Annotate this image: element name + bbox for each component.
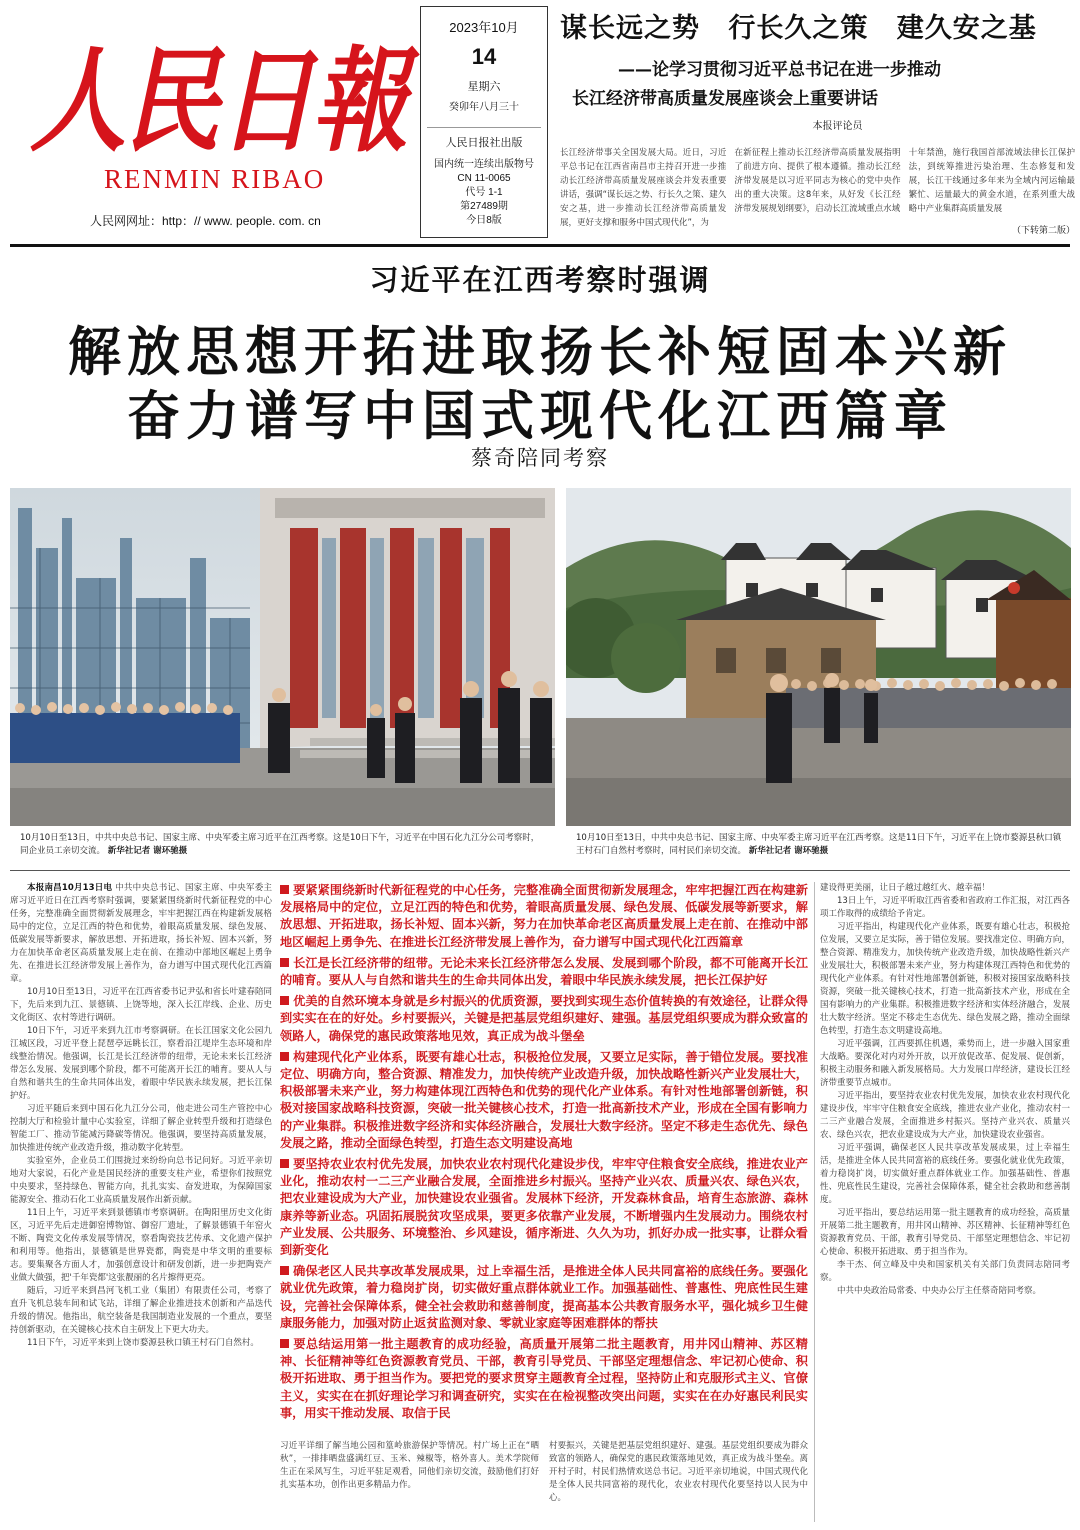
article-column-right	[820, 882, 1070, 1524]
key-point	[280, 882, 808, 951]
editorial-column: 长江经济带事关全国发展大局。近日，习近平总书记在江西省南昌市主持召开进一步推动长江经济带高质量发展座谈会并发表重要讲话，强调“谋长远之势、行长久之策、建久安之基，进一步推动长江经济带高质量发展，更好支撑和服务中国式现代化”，为	[560, 148, 727, 228]
square-bullet-icon	[280, 958, 289, 967]
square-bullet-icon	[280, 1159, 289, 1168]
paragraph-text: 中共中央总书记、国家主席、中央军委主席习近平近日在江西考察时强调，要紧紧围绕新时代新征程党的中心任务，完整准确全面贯彻新发展理念，牢牢把握江西在构建新发展格局中的定位，立足江西的特色和优势，着眼高质量发展、绿色发展、低碳发展等新要求，解放思想、开拓进取，扬长补短、固本兴新，努力在加快革命老区高质量发展上走在前、在推动中部地区崛起上勇争先、在推进长江经济带发展上善作为，奋力谱写中国式现代化江西篇章。	[10, 883, 272, 984]
square-bullet-icon	[280, 1339, 289, 1348]
editorial-subtitle-1: ——论学习贯彻习近平总书记在进一步推动	[618, 60, 941, 80]
article-paragraph: 中共中央政治局常委、中央办公厅主任蔡奇陪同考察。	[837, 1286, 1042, 1296]
year-month: 2023年10月	[449, 20, 519, 35]
photo-refinery[interactable]	[10, 488, 555, 826]
date-box	[420, 6, 548, 238]
caption-text: 10月10日至13日，中共中央总书记、国家主席、中央军委主席习近平在江西考察。这是10日下午，习近平在中国石化九江分公司考察时，同企业员工亲切交流。	[20, 833, 540, 856]
main-headline-line-1[interactable]: 解放思想开拓进取扬长补短固本兴新	[68, 322, 1012, 383]
website-url[interactable]: 人民网网址：http：// www. people. com. cn	[90, 214, 321, 228]
article-paragraph: 习近平强调，确保老区人民共享改革发展成果，过上幸福生活，是推进全体人民共同富裕的底线任务。要强化就业优先政策，着力稳岗扩岗，切实做好重点群体就业工作。加强基础性、普惠性、兜底性民生建设，完善社会保障体系，健全社会救助和慈善制度。	[820, 1143, 1070, 1205]
article-paragraph: 实验室外，企业员工们围拢过来纷纷向总书记问好。习近平亲切地对大家说，石化产业是国民经济的重要支柱产业，希望你们按照党中央要求，坚持绿色、智能方向，扎扎实实、奋发进取，为保障国家能源安全、推动石化工业高质量发展作出新贡献。	[10, 1156, 272, 1205]
issue-number: 第27489期	[460, 201, 508, 212]
photo-credit: 新华社记者 谢环驰摄	[107, 846, 188, 856]
key-point-text: 要坚持农业农村优先发展，加快农业农村现代化建设步伐，牢牢守住粮食安全底线，推进农业产业化，推动农村一二三产业融合发展，全面推进乡村振兴。坚持产业兴农、质量兴农、绿色兴农，把农业建设成为大产业，加快建设农业强省。发展林下经济，开发森林食品，培育生态旅游、森林康养等新业态。巩固拓展脱贫攻坚成果，要更多依靠产业发展，不断增强内生发展动力。围绕农村产业发展、公共服务、环境整治、乡风建设，循序渐进、久久为功，抓好办成一批实事，让群众看到新变化	[280, 1157, 808, 1258]
logo-chinese: 人民日報	[30, 34, 406, 168]
article-paragraph	[10, 882, 272, 986]
article-paragraph: 建设得更美丽，让日子越过越红火、越幸福！	[820, 883, 991, 893]
key-point	[280, 1049, 808, 1152]
key-point-text: 长江是长江经济带的纽带。无论未来长江经济带怎么发展、发展到哪个阶段，都不可能离开长江的哺育。要从人与自然和谐共生的生命共同体出发，着眼中华民族永续发展，把长江保护好	[280, 955, 808, 988]
article-paragraph: 11日上午，习近平来到景德镇市考察调研。在陶阳里历史文化街区，习近平先后走进御窑博物馆、御窑厂遗址，了解景德镇千年窑火不断、陶瓷文化传承发展等情况，察看陶瓷技艺传承、文化遗产保护和利用等。他指出，景德镇是世界瓷都，陶瓷是中华文明的重要标志。要集聚各方面人才，加强创意设计和研发创新，进一步把陶瓷产业做大做强，把'千年瓷都'这张靓丽的名片擦得更亮。	[10, 1208, 272, 1283]
photo-rule	[10, 870, 1070, 871]
masthead-rule	[10, 244, 1070, 247]
logo-english: RENMIN RIBAO	[104, 164, 326, 194]
key-point	[280, 1156, 808, 1259]
postal-code: 代号 1-1	[465, 187, 503, 198]
key-point	[280, 1336, 808, 1422]
editorial-column-text: 十年禁渔，施行我国首部流域法律长江保护法，到统筹推进污染治理、生态修复和发展，长江干线通过多年来为全域内河运输最繁忙、运量最大的黄金水道，在系列重大战略中产业集群高质量发展	[908, 148, 1075, 214]
article-bottom-columns	[280, 1440, 808, 1526]
article-paragraph: 随后，习近平来到昌河飞机工业（集团）有限责任公司，考察了直升飞机总装车间和试飞站，详细了解企业推进技术创新和产品迭代升级的情况。他指出，航空装备是我国制造业发展的一个重点，要坚持创新驱动，在关键核心技术自主研发上下更大功夫。	[10, 1286, 272, 1335]
article-paragraph: 10日下午，习近平来到九江市考察调研。在长江国家文化公园九江城区段，习近平登上琵琶亭远眺长江，察看沿江堤岸生态环境和岸线整治情况。他强调，长江是长江经济带的纽带，无论未来长江经济带怎么发展、发展到哪个阶段，都不可能离开长江的哺育。要从人与自然和谐共生的生命共同体出发，着眼中华民族永续发展，把长江保护好。	[10, 1026, 272, 1101]
article-paragraph: 习近平随后来到中国石化九江分公司，他走进公司生产管控中心控制大厅和检验计量中心实验室，详细了解企业转型升级和打造绿色智能工厂、推动节能减污降碳等情况。他强调，要坚持高质量发展，加快推进传统产业改造升级，推动数字化转型。	[10, 1104, 272, 1153]
square-bullet-icon	[280, 996, 289, 1005]
issn-label: 国内统一连续出版物号	[434, 159, 534, 170]
key-point-text: 构建现代化产业体系，既要有雄心壮志，积极抢位发展，又要立足实际，善于错位发展。要找准定位、明确方向，整合资源、精准发力，加快传统产业改造升级，加快战略性新兴产业发展壮大，积极部署未来产业，努力构建体现江西特色和优势的现代化产业体系。有针对性地部署创新链，积极对接国家战略科技资源，突破一批关键核心技术，打造一批高新技术产业，形成在全国有影响力的产业集群。积极推进数字经济和实体经济融合，发展壮大数字经济。坚定不移走生态优先、绿色发展之路，推动全面绿色转型，打造生态文明建设高地	[280, 1049, 808, 1150]
article-paragraph: 13日上午，习近平听取江西省委和省政府工作汇报，对江西各项工作取得的成绩给予肯定。	[820, 896, 1070, 919]
article-column-left	[10, 882, 272, 1524]
key-point-text: 要总结运用第一批主题教育的成功经验，高质量开展第二批主题教育，用井冈山精神、苏区精神、长征精神等红色资源教育党员、干部，教育引导党员、干部坚定理想信念、牢记初心使命、积极开拓进取、勇于担当作为。要把党的要求贯穿主题教育全过程，坚持防止和克服形式主义、官僚主义，实实在在抓好理论学习和调查研究，实实在在检视整改突出问题，实实在在办好惠民利民实事，用实干推动发展、取信于民	[280, 1337, 808, 1420]
article-column: 村要振兴，关键是把基层党组织建好、建强。基层党组织要成为群众致富的领路人，确保党的惠民政策落地见效，真正成为战斗堡垒。离开村子时，村民们热情欢送总书记。习近平亲切地说，中国式现代化是全体人民共同富裕的现代化，农业农村现代化要坚持以人民为中心。	[549, 1441, 808, 1503]
key-point	[280, 1263, 808, 1332]
publisher: 人民日报社出版	[427, 127, 541, 150]
editorial-column: 在新征程上推动长江经济带高质量发展指明了前进方向、提供了根本遵循。推动长江经济带发展是以习近平同志为核心的党中央作出的重大决策。这8年来，从好发《长江经济带发展规划纲要》，启动长江流域重点水域	[734, 148, 901, 214]
square-bullet-icon	[280, 885, 289, 894]
caption-text: 10月10日至13日，中共中央总书记、国家主席、中央军委主席习近平在江西考察。这是11日下午，习近平在上饶市婺源县秋口镇王村石门自然村考察时，同村民们亲切交流。	[576, 833, 1062, 856]
day-number: 14	[471, 44, 497, 69]
editorial-column-last	[909, 146, 1075, 238]
key-point-text: 确保老区人民共享改革发展成果，过上幸福生活，是推进全体人民共同富裕的底线任务。要强化就业优先政策，着力稳岗扩岗，切实做好重点群体就业工作。加强基础性、普惠性、兜底性民生建设，完善社会保障体系，健全社会救助和慈善制度，提高基本公共教育服务水平，强化城乡卫生健康服务能力，加强对防止返贫监测对象、零就业家庭等困难群体的帮扶	[280, 1264, 808, 1330]
key-point-text: 要紧紧围绕新时代新征程党的中心任务，完整准确全面贯彻新发展理念，牢牢把握江西在构建新发展格局中的定位，立足江西的特色和优势，着眼高质量发展、绿色发展、低碳发展等新要求，解放思想、开拓进取，扬长补短、固本兴新，努力在加快革命老区高质量发展上走在前、在推动中部地区崛起上勇争先、在推进长江经济带发展上善作为，奋力谱写中国式现代化江西篇章	[280, 883, 808, 949]
article-paragraph: 习近平指出，要总结运用第一批主题教育的成功经验，高质量开展第二批主题教育，用井冈山精神、苏区精神、长征精神等红色资源教育党员、干部，教育引导党员、干部坚定理想信念、牢记初心使命、积极开拓进取、勇于担当作为。	[820, 1208, 1070, 1257]
key-point	[280, 955, 808, 989]
square-bullet-icon	[280, 1266, 289, 1275]
editorial-byline: 本报评论员	[812, 121, 863, 132]
article-paragraph: 习近平指出，构建现代化产业体系，既要有雄心壮志，积极抢位发展，又要立足实际，善于错位发展。要找准定位、明确方向，整合资源、精准发力，加快传统产业改造升级，加快战略性新兴产业发展壮大，积极部署未来产业，努力构建体现江西特色和优势的现代化产业体系。有针对性地部署创新链，积极对接国家战略科技资源，突破一批关键核心技术，打造一批高新技术产业，形成在全国有影响力的产业集群。积极推进数字经济和实体经济融合，发展壮大数字经济。坚定不移走生态优先、绿色发展之路，推动全面绿色转型，打造生态文明建设高地。	[820, 922, 1070, 1036]
article-paragraph: 习近平指出，要坚持农业农村优先发展，加快农业农村现代化建设步伐，牢牢守住粮食安全底线，推进农业产业化，推动农村一二三产业融合发展，全面推进乡村振兴。坚持产业兴农、质量兴农、绿色兴农，把农业建设成为大产业，加快建设农业强省。	[820, 1091, 1070, 1140]
key-point	[280, 993, 808, 1045]
page-count: 今日8版	[466, 215, 502, 226]
weekday: 星期六	[467, 81, 501, 93]
column-divider	[814, 882, 815, 1522]
editorial-subtitle-2: 长江经济带高质量发展座谈会上重要讲话	[572, 89, 878, 109]
cn-number: CN 11-0065	[457, 173, 511, 184]
photo-village[interactable]	[566, 488, 1071, 826]
key-point-text: 优美的自然环境本身就是乡村振兴的优质资源，要找到实现生态价值转换的有效途径，让群众得到实实在在的好处。乡村要振兴，关键是把基层党组织建好、建强。基层党组织要成为群众致富的领路人，确保党的惠民政策落地见效，真正成为战斗堡垒	[280, 994, 808, 1043]
subheadline: 蔡奇陪同考察	[471, 446, 609, 470]
lunar-date: 癸卯年八月三十	[449, 102, 519, 113]
photo-right-caption	[576, 832, 1066, 858]
square-bullet-icon	[280, 1052, 289, 1061]
newspaper-logo	[22, 4, 417, 234]
key-points	[280, 882, 808, 1438]
editorial-title[interactable]: 谋长远之势 行长久之策 建久安之基	[560, 13, 1037, 44]
dateline: 本报南昌10月13日电	[27, 883, 113, 893]
article-paragraph: 10月10日至13日，习近平在江西省委书记尹弘和省长叶建春陪同下，先后来到九江、景德镇、上饶等地，深入长江岸线、企业、历史文化街区、农村等进行调研。	[10, 987, 272, 1023]
photo-credit: 新华社记者 谢环驰摄	[748, 846, 829, 856]
article-paragraph: 习近平强调，江西要抓住机遇，乘势而上，进一步融入国家重大战略。要深化对内对外开放，以开放促改革、促发展、促创新，积极主动服务和融入新发展格局。大力发展口岸经济，建设长江经济带重要节点城市。	[820, 1039, 1070, 1088]
headline-kicker: 习近平在江西考察时强调	[369, 263, 711, 297]
continue-note[interactable]: （下转第二版）	[1011, 226, 1075, 236]
editorial	[560, 6, 1075, 240]
editorial-body	[560, 146, 1075, 238]
article-paragraph: 李干杰、何立峰及中央和国家机关有关部门负责同志陪同考察。	[820, 1260, 1070, 1283]
article-column: 习近平详细了解当地公园和篁岭旅游保护等情况。村广场上正在“晒秋”，一排排晒盘盛满红豆、玉米、辣椒等，格外喜人。美术学院师生正在采风写生，习近平驻足观看，同他们亲切交流，鼓励他们打好扎实基本功，创作出更多精品力作。	[280, 1441, 539, 1490]
photo-left-caption	[20, 832, 545, 858]
main-headline-line-2[interactable]: 奋力谱写中国式现代化江西篇章	[127, 386, 953, 447]
masthead	[0, 0, 1080, 248]
article-paragraph: 11日下午，习近平来到上饶市婺源县秋口镇王村石门自然村。	[27, 1338, 259, 1348]
